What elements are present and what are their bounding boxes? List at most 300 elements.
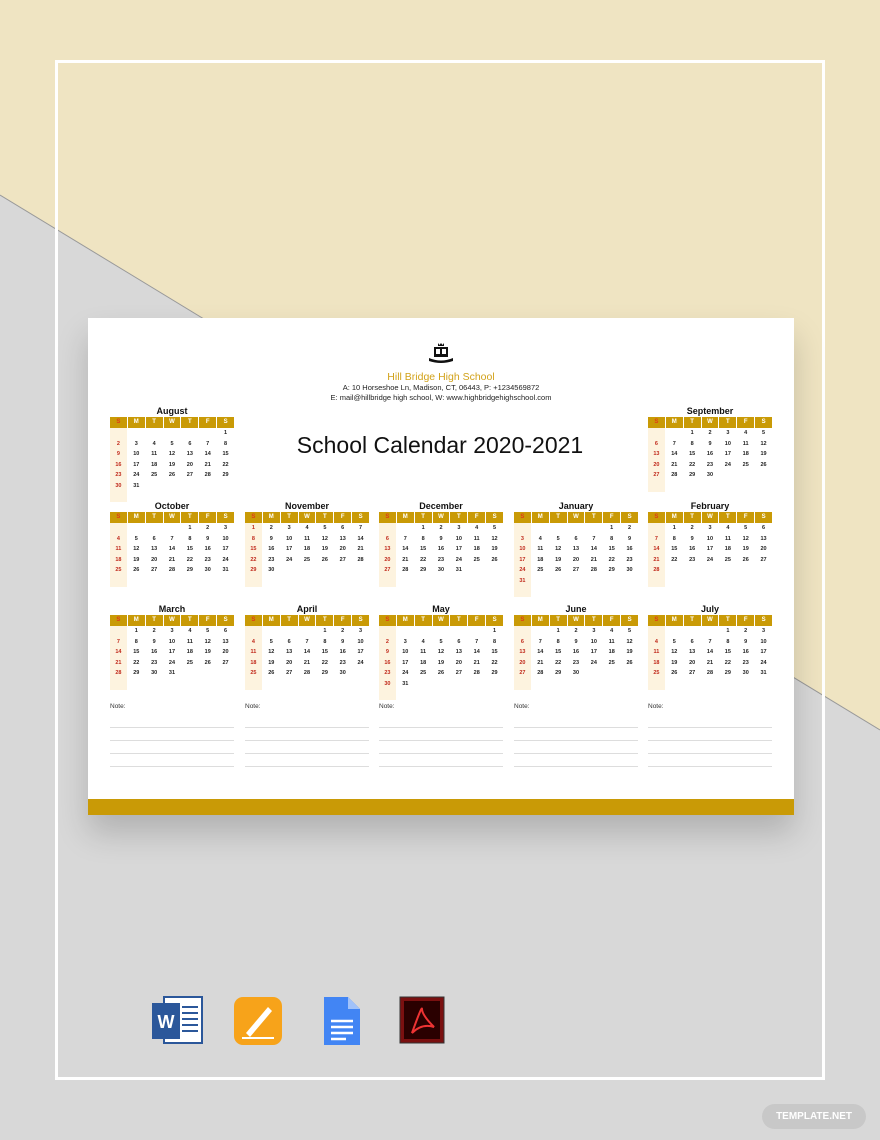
- day-cell[interactable]: 5: [134, 535, 138, 542]
- notes-section[interactable]: [514, 703, 638, 767]
- day-cell[interactable]: 5: [439, 638, 443, 645]
- day-cell[interactable]: 20: [222, 649, 229, 656]
- notes-section[interactable]: [648, 703, 772, 767]
- day-cell[interactable]: 3: [170, 628, 174, 634]
- day-cell[interactable]: 15: [245, 544, 262, 555]
- day-cell[interactable]: 2: [690, 525, 694, 531]
- day-cell[interactable]: 21: [110, 658, 127, 669]
- day-cell[interactable]: 20: [689, 659, 696, 666]
- day-cell[interactable]: 22: [420, 556, 427, 563]
- day-cell[interactable]: 2: [269, 525, 273, 531]
- day-cell[interactable]: 2: [110, 439, 127, 450]
- day-cell[interactable]: 8: [188, 535, 192, 542]
- day-cell[interactable]: 26: [671, 670, 678, 677]
- day-cell[interactable]: 2: [206, 525, 210, 531]
- day-cell[interactable]: 9: [341, 638, 345, 645]
- day-cell[interactable]: 19: [555, 556, 562, 563]
- day-cell[interactable]: 21: [473, 659, 480, 666]
- day-cell[interactable]: 16: [626, 546, 633, 553]
- day-cell[interactable]: 29: [608, 567, 615, 574]
- day-cell[interactable]: 18: [473, 546, 480, 553]
- day-cell[interactable]: 6: [762, 525, 766, 531]
- day-cell[interactable]: 26: [626, 659, 633, 666]
- day-cell[interactable]: 31: [402, 680, 409, 687]
- day-cell[interactable]: 17: [402, 659, 409, 666]
- day-cell[interactable]: 29: [491, 670, 498, 677]
- day-cell[interactable]: 20: [514, 658, 531, 669]
- day-cell[interactable]: 11: [304, 535, 310, 542]
- day-cell[interactable]: 10: [357, 638, 364, 645]
- day-cell[interactable]: 30: [742, 670, 749, 677]
- day-cell[interactable]: 16: [151, 649, 158, 656]
- day-cell[interactable]: 1: [556, 628, 560, 634]
- day-cell[interactable]: 12: [437, 649, 445, 656]
- day-cell[interactable]: 4: [152, 440, 156, 447]
- day-cell[interactable]: 30: [204, 567, 211, 574]
- day-cell[interactable]: 16: [689, 546, 696, 553]
- day-cell[interactable]: 1: [188, 525, 192, 531]
- day-cell[interactable]: 28: [110, 668, 127, 679]
- day-cell[interactable]: 11: [608, 638, 615, 645]
- day-cell[interactable]: 29: [186, 567, 193, 574]
- day-cell[interactable]: 30: [572, 670, 580, 677]
- day-cell[interactable]: 1: [323, 628, 327, 634]
- day-cell[interactable]: 27: [455, 670, 462, 677]
- day-cell[interactable]: 20: [339, 546, 346, 553]
- note-line[interactable]: [648, 728, 772, 741]
- day-cell[interactable]: 14: [204, 451, 211, 458]
- day-cell[interactable]: 26: [321, 556, 328, 563]
- day-cell[interactable]: 15: [724, 649, 731, 656]
- day-cell[interactable]: 10: [760, 638, 767, 645]
- day-cell[interactable]: 18: [245, 658, 262, 669]
- day-cell[interactable]: 8: [245, 534, 262, 545]
- note-line[interactable]: [110, 715, 234, 728]
- day-cell[interactable]: 11: [537, 546, 544, 553]
- day-cell[interactable]: 10: [514, 544, 531, 555]
- day-cell[interactable]: 18: [742, 451, 749, 458]
- day-cell[interactable]: 30: [379, 679, 396, 690]
- day-cell[interactable]: 16: [204, 546, 211, 553]
- day-cell[interactable]: 31: [168, 670, 176, 677]
- day-cell[interactable]: 26: [760, 461, 767, 468]
- day-cell[interactable]: 13: [286, 649, 293, 656]
- day-cell[interactable]: 24: [168, 659, 176, 666]
- day-cell[interactable]: 6: [188, 440, 192, 447]
- day-cell[interactable]: 5: [323, 525, 327, 531]
- day-cell[interactable]: 27: [689, 670, 696, 677]
- day-cell[interactable]: 5: [744, 525, 748, 531]
- day-cell[interactable]: 13: [572, 546, 580, 553]
- day-cell[interactable]: 22: [245, 555, 262, 566]
- day-cell[interactable]: 5: [672, 638, 676, 645]
- day-cell[interactable]: 23: [742, 659, 749, 666]
- day-cell[interactable]: 15: [321, 649, 328, 656]
- day-cell[interactable]: 6: [224, 628, 228, 634]
- day-cell[interactable]: 29: [689, 472, 696, 479]
- day-cell[interactable]: 16: [706, 451, 714, 458]
- day-cell[interactable]: 12: [321, 535, 328, 542]
- day-cell[interactable]: 2: [628, 525, 632, 531]
- day-cell[interactable]: 21: [671, 461, 678, 468]
- day-cell[interactable]: 6: [379, 534, 396, 545]
- day-cell[interactable]: 14: [168, 546, 176, 553]
- day-cell[interactable]: 1: [134, 628, 138, 634]
- day-cell[interactable]: 23: [268, 556, 275, 563]
- day-cell[interactable]: 17: [286, 546, 293, 553]
- day-cell[interactable]: 10: [402, 649, 409, 656]
- day-cell[interactable]: 3: [514, 534, 531, 545]
- day-cell[interactable]: 5: [628, 628, 632, 634]
- day-cell[interactable]: 13: [514, 647, 531, 658]
- day-cell[interactable]: 20: [572, 556, 580, 563]
- day-cell[interactable]: 28: [402, 567, 409, 574]
- day-cell[interactable]: 14: [671, 451, 678, 458]
- day-cell[interactable]: 24: [760, 659, 767, 666]
- day-cell[interactable]: 22: [321, 659, 328, 666]
- day-cell[interactable]: 29: [245, 565, 262, 576]
- day-cell[interactable]: 17: [760, 649, 767, 656]
- day-cell[interactable]: 27: [572, 567, 580, 574]
- day-cell[interactable]: 19: [491, 546, 498, 553]
- day-cell[interactable]: 20: [186, 461, 193, 468]
- day-cell[interactable]: 25: [473, 556, 480, 563]
- day-cell[interactable]: 20: [760, 546, 767, 553]
- day-cell[interactable]: 23: [379, 668, 396, 679]
- day-cell[interactable]: 3: [403, 638, 407, 645]
- day-cell[interactable]: 30: [151, 670, 158, 677]
- day-cell[interactable]: 15: [555, 649, 562, 656]
- day-cell[interactable]: 25: [608, 659, 615, 666]
- day-cell[interactable]: 15: [671, 546, 678, 553]
- day-cell[interactable]: 21: [706, 659, 714, 666]
- day-cell[interactable]: 28: [204, 472, 211, 479]
- day-cell[interactable]: 31: [760, 670, 767, 677]
- note-line[interactable]: [110, 741, 234, 754]
- day-cell[interactable]: 27: [186, 472, 193, 479]
- day-cell[interactable]: 26: [742, 556, 749, 563]
- day-cell[interactable]: 25: [724, 556, 731, 563]
- day-cell[interactable]: 29: [133, 670, 140, 677]
- day-cell[interactable]: 3: [134, 440, 138, 447]
- day-cell[interactable]: 3: [708, 525, 712, 531]
- day-cell[interactable]: 17: [590, 649, 597, 656]
- day-cell[interactable]: 16: [110, 460, 127, 471]
- day-cell[interactable]: 18: [537, 556, 544, 563]
- day-cell[interactable]: 21: [537, 659, 544, 666]
- day-cell[interactable]: 14: [357, 535, 364, 542]
- note-line[interactable]: [110, 728, 234, 741]
- day-cell[interactable]: 24: [514, 565, 531, 576]
- word-icon[interactable]: [150, 995, 204, 1047]
- day-cell[interactable]: 3: [457, 525, 461, 531]
- day-cell[interactable]: 28: [303, 670, 311, 677]
- day-cell[interactable]: 12: [491, 535, 498, 542]
- notes-section[interactable]: [245, 703, 369, 767]
- note-line[interactable]: [245, 715, 369, 728]
- day-cell[interactable]: 31: [222, 567, 229, 574]
- day-cell[interactable]: 20: [286, 659, 293, 666]
- day-cell[interactable]: 18: [186, 649, 193, 656]
- day-cell[interactable]: 16: [339, 649, 346, 656]
- day-cell[interactable]: 8: [421, 535, 425, 542]
- day-cell[interactable]: 13: [648, 449, 665, 460]
- day-cell[interactable]: 4: [726, 525, 730, 531]
- day-cell[interactable]: 9: [206, 535, 210, 542]
- day-cell[interactable]: 28: [537, 670, 544, 677]
- day-cell[interactable]: 2: [152, 628, 156, 634]
- day-cell[interactable]: 31: [514, 576, 531, 587]
- day-cell[interactable]: 13: [339, 535, 346, 542]
- day-cell[interactable]: 6: [287, 638, 291, 645]
- day-cell[interactable]: 13: [222, 638, 229, 645]
- day-cell[interactable]: 15: [608, 546, 615, 553]
- note-line[interactable]: [648, 754, 772, 767]
- note-line[interactable]: [379, 728, 503, 741]
- day-cell[interactable]: 13: [379, 544, 396, 555]
- day-cell[interactable]: 18: [110, 555, 127, 566]
- day-cell[interactable]: 10: [133, 451, 140, 458]
- note-line[interactable]: [379, 754, 503, 767]
- day-cell[interactable]: 27: [514, 668, 531, 679]
- note-line[interactable]: [514, 715, 638, 728]
- note-line[interactable]: [379, 715, 503, 728]
- day-cell[interactable]: 9: [744, 638, 748, 645]
- day-cell[interactable]: 17: [168, 649, 176, 656]
- day-cell[interactable]: 9: [439, 535, 443, 542]
- day-cell[interactable]: 4: [648, 637, 665, 648]
- notes-section[interactable]: [379, 703, 503, 767]
- day-cell[interactable]: 28: [706, 670, 714, 677]
- day-cell[interactable]: 6: [690, 638, 694, 645]
- day-cell[interactable]: 24: [357, 659, 364, 666]
- day-cell[interactable]: 30: [706, 472, 714, 479]
- day-cell[interactable]: 28: [473, 670, 480, 677]
- day-cell[interactable]: 3: [287, 525, 291, 531]
- day-cell[interactable]: 14: [402, 546, 409, 553]
- day-cell[interactable]: 12: [133, 546, 140, 553]
- day-cell[interactable]: 22: [222, 461, 229, 468]
- day-cell[interactable]: 23: [204, 556, 211, 563]
- day-cell[interactable]: 6: [152, 535, 156, 542]
- day-cell[interactable]: 26: [133, 567, 140, 574]
- day-cell[interactable]: 4: [610, 628, 614, 634]
- day-cell[interactable]: 4: [421, 638, 425, 645]
- day-cell[interactable]: 18: [151, 461, 158, 468]
- day-cell[interactable]: 12: [760, 440, 767, 447]
- day-cell[interactable]: 3: [224, 525, 228, 531]
- day-cell[interactable]: 28: [357, 556, 364, 563]
- day-cell[interactable]: 15: [420, 546, 427, 553]
- note-line[interactable]: [110, 754, 234, 767]
- day-cell[interactable]: 12: [268, 649, 275, 656]
- day-cell[interactable]: 26: [491, 556, 498, 563]
- day-cell[interactable]: 16: [437, 546, 445, 553]
- day-cell[interactable]: 9: [269, 535, 273, 542]
- day-cell[interactable]: 14: [648, 544, 665, 555]
- day-cell[interactable]: 7: [648, 534, 665, 545]
- day-cell[interactable]: 5: [269, 638, 273, 645]
- day-cell[interactable]: 1: [610, 525, 614, 531]
- day-cell[interactable]: 25: [537, 567, 544, 574]
- day-cell[interactable]: 21: [648, 555, 665, 566]
- day-cell[interactable]: 6: [648, 439, 665, 450]
- day-cell[interactable]: 11: [420, 649, 427, 656]
- day-cell[interactable]: 10: [455, 535, 462, 542]
- day-cell[interactable]: 23: [151, 659, 158, 666]
- day-cell[interactable]: 4: [188, 628, 192, 634]
- day-cell[interactable]: 8: [323, 638, 327, 645]
- day-cell[interactable]: 12: [555, 546, 562, 553]
- day-cell[interactable]: 31: [133, 482, 140, 489]
- day-cell[interactable]: 8: [224, 440, 228, 447]
- day-cell[interactable]: 18: [724, 546, 731, 553]
- day-cell[interactable]: 10: [222, 535, 229, 542]
- day-cell[interactable]: 24: [222, 556, 229, 563]
- day-cell[interactable]: 17: [455, 546, 462, 553]
- day-cell[interactable]: 11: [724, 535, 731, 542]
- day-cell[interactable]: 19: [133, 556, 140, 563]
- day-cell[interactable]: 26: [168, 472, 176, 479]
- day-cell[interactable]: 12: [204, 638, 211, 645]
- day-cell[interactable]: 19: [268, 659, 275, 666]
- day-cell[interactable]: 23: [572, 659, 580, 666]
- day-cell[interactable]: 7: [110, 637, 127, 648]
- day-cell[interactable]: 7: [708, 638, 712, 645]
- note-line[interactable]: [514, 741, 638, 754]
- day-cell[interactable]: 7: [538, 638, 542, 645]
- day-cell[interactable]: 30: [268, 567, 275, 574]
- day-cell[interactable]: 21: [303, 659, 311, 666]
- day-cell[interactable]: 15: [133, 649, 140, 656]
- day-cell[interactable]: 10: [286, 535, 293, 542]
- day-cell[interactable]: 24: [455, 556, 462, 563]
- day-cell[interactable]: 3: [359, 628, 363, 634]
- day-cell[interactable]: 23: [626, 556, 633, 563]
- day-cell[interactable]: 17: [133, 461, 140, 468]
- day-cell[interactable]: 4: [305, 525, 309, 531]
- day-cell[interactable]: 9: [379, 647, 396, 658]
- day-cell[interactable]: 21: [590, 556, 597, 563]
- day-cell[interactable]: 8: [690, 440, 694, 447]
- day-cell[interactable]: 3: [762, 628, 766, 634]
- day-cell[interactable]: 23: [437, 556, 445, 563]
- day-cell[interactable]: 19: [321, 546, 328, 553]
- day-cell[interactable]: 6: [341, 525, 345, 531]
- day-cell[interactable]: 5: [556, 535, 560, 542]
- day-cell[interactable]: 11: [742, 440, 749, 447]
- day-cell[interactable]: 11: [186, 638, 193, 645]
- day-cell[interactable]: 7: [206, 440, 210, 447]
- day-cell[interactable]: 9: [628, 535, 632, 542]
- day-cell[interactable]: 16: [742, 649, 749, 656]
- day-cell[interactable]: 22: [133, 659, 140, 666]
- day-cell[interactable]: 19: [168, 461, 176, 468]
- day-cell[interactable]: 12: [626, 638, 633, 645]
- day-cell[interactable]: 14: [303, 649, 311, 656]
- day-cell[interactable]: 14: [537, 649, 544, 656]
- note-line[interactable]: [245, 728, 369, 741]
- day-cell[interactable]: 18: [608, 649, 615, 656]
- day-cell[interactable]: 5: [170, 440, 174, 447]
- day-cell[interactable]: 4: [538, 535, 542, 542]
- day-cell[interactable]: 1: [726, 628, 730, 634]
- day-cell[interactable]: 20: [455, 659, 462, 666]
- day-cell[interactable]: 8: [610, 535, 614, 542]
- day-cell[interactable]: 7: [359, 525, 363, 531]
- day-cell[interactable]: 8: [726, 638, 730, 645]
- day-cell[interactable]: 27: [286, 670, 293, 677]
- day-cell[interactable]: 26: [204, 659, 211, 666]
- day-cell[interactable]: 8: [672, 535, 676, 542]
- day-cell[interactable]: 28: [648, 565, 665, 576]
- day-cell[interactable]: 4: [475, 525, 479, 531]
- day-cell[interactable]: 12: [742, 535, 749, 542]
- day-cell[interactable]: 23: [706, 461, 714, 468]
- day-cell[interactable]: 16: [268, 546, 275, 553]
- note-line[interactable]: [648, 715, 772, 728]
- day-cell[interactable]: 7: [592, 535, 596, 542]
- day-cell[interactable]: 26: [555, 567, 562, 574]
- day-cell[interactable]: 23: [110, 470, 127, 481]
- note-line[interactable]: [379, 741, 503, 754]
- day-cell[interactable]: 15: [222, 451, 229, 458]
- day-cell[interactable]: 10: [590, 638, 597, 645]
- day-cell[interactable]: 7: [170, 535, 174, 542]
- day-cell[interactable]: 19: [671, 659, 678, 666]
- day-cell[interactable]: 25: [151, 472, 158, 479]
- day-cell[interactable]: 15: [186, 546, 193, 553]
- day-cell[interactable]: 23: [339, 659, 346, 666]
- day-cell[interactable]: 17: [222, 546, 229, 553]
- day-cell[interactable]: 1: [690, 430, 694, 436]
- day-cell[interactable]: 24: [706, 556, 714, 563]
- day-cell[interactable]: 11: [245, 647, 262, 658]
- day-cell[interactable]: 14: [590, 546, 597, 553]
- day-cell[interactable]: 6: [574, 535, 578, 542]
- day-cell[interactable]: 26: [268, 670, 275, 677]
- day-cell[interactable]: 2: [574, 628, 578, 634]
- day-cell[interactable]: 18: [420, 659, 427, 666]
- day-cell[interactable]: 16: [572, 649, 580, 656]
- day-cell[interactable]: 30: [339, 670, 346, 677]
- day-cell[interactable]: 2: [708, 430, 712, 436]
- day-cell[interactable]: 2: [439, 525, 443, 531]
- note-line[interactable]: [514, 728, 638, 741]
- day-cell[interactable]: 3: [726, 430, 730, 436]
- day-cell[interactable]: 16: [379, 658, 396, 669]
- day-cell[interactable]: 22: [555, 659, 562, 666]
- day-cell[interactable]: 1: [421, 525, 425, 531]
- day-cell[interactable]: 2: [744, 628, 748, 634]
- day-cell[interactable]: 11: [648, 647, 665, 658]
- day-cell[interactable]: 13: [151, 546, 158, 553]
- day-cell[interactable]: 19: [204, 649, 211, 656]
- day-cell[interactable]: 19: [760, 451, 767, 458]
- google-docs-icon[interactable]: [314, 995, 368, 1047]
- day-cell[interactable]: 4: [245, 637, 262, 648]
- day-cell[interactable]: 5: [762, 430, 766, 436]
- day-cell[interactable]: 19: [742, 546, 749, 553]
- day-cell[interactable]: 22: [671, 556, 678, 563]
- day-cell[interactable]: 13: [760, 535, 767, 542]
- day-cell[interactable]: 25: [245, 668, 262, 679]
- note-line[interactable]: [245, 741, 369, 754]
- day-cell[interactable]: 24: [133, 472, 140, 479]
- day-cell[interactable]: 27: [760, 556, 767, 563]
- day-cell[interactable]: 4: [744, 430, 748, 436]
- day-cell[interactable]: 21: [357, 546, 364, 553]
